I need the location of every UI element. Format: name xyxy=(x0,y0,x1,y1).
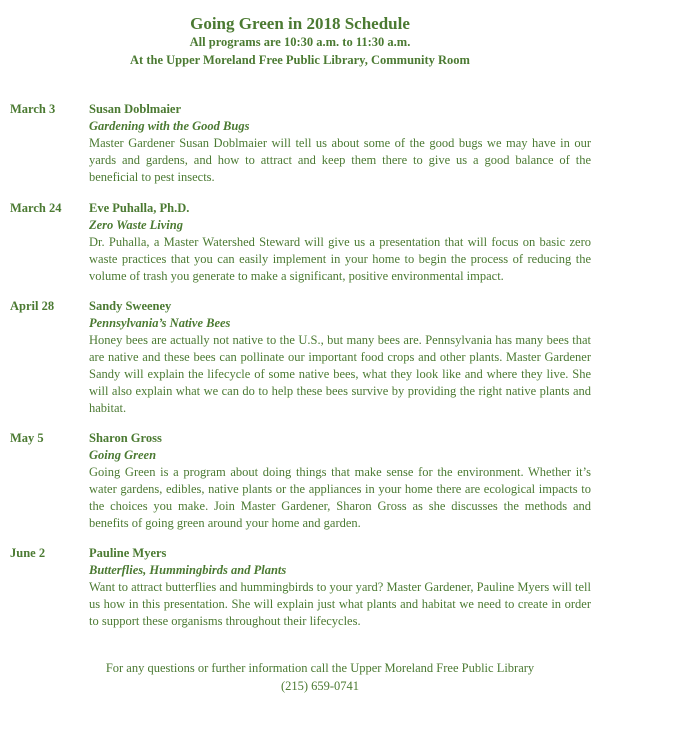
event-date: May 5 xyxy=(10,431,44,445)
event-speaker: Pauline Myers xyxy=(89,546,167,560)
event-description: Master Gardener Susan Doblmaier will tell us about some of the good bugs we may have in our yards and gardens, and how to attract and keep them there to give us a good balance of the beneficial to pest insects. xyxy=(89,136,591,184)
event-title: Zero Waste Living xyxy=(89,218,183,232)
event-description: Honey bees are actually not native to the U.S., but many bees are. Pennsylvania has many bees that are native and these bees can pollinate our important food crops and other plants. Master Gardener Sandy will explain the lifecycle of some native bees, what they look like and where they live. She will also explain what we can do to help these bees survive by providing the right native plants and habitat. xyxy=(89,333,591,415)
contact-footer xyxy=(0,659,640,695)
contact-text: For any questions or further information call the Upper Moreland Free Public Library xyxy=(105,661,535,675)
event-description: Going Green is a program about doing things that make sense for the environment. Whether it’s water gardens, edibles, native plants or the appliances in your home there are ecological impacts to the choices you make. Join Master Gardener, Sharon Gross as she discusses the methods and benefits of going green around your home and garden. xyxy=(89,465,591,530)
event-title: Gardening with the Good Bugs xyxy=(89,119,250,133)
event-details xyxy=(89,298,591,417)
event-details xyxy=(89,430,591,532)
event-date: April 28 xyxy=(10,299,55,313)
event-description: Dr. Puhalla, a Master Watershed Steward will give us a presentation that will focus on basic zero waste practices that you can easily implement in your home to begin the process of reducing the volume of trash you generate to make a significant, positive environmental impact. xyxy=(89,235,591,283)
event-title: Going Green xyxy=(89,448,157,462)
event-details xyxy=(89,200,591,285)
event-description: Want to attract butterflies and hummingbirds to your yard? Master Gardener, Pauline Myers will tell us how in this presentation. She will explain just what plants and habitat we need to create in order to support these organisms throughout their lifecycles. xyxy=(89,580,591,628)
event-speaker: Sharon Gross xyxy=(89,431,162,445)
event-speaker: Susan Doblmaier xyxy=(89,102,182,116)
event-speaker: Sandy Sweeney xyxy=(89,299,172,313)
event-date: March 24 xyxy=(10,201,62,215)
program-time: All programs are 10:30 a.m. to 11:30 a.m. xyxy=(189,35,411,49)
event-details xyxy=(89,545,591,630)
event-date: March 3 xyxy=(10,102,56,116)
event-speaker: Eve Puhalla, Ph.D. xyxy=(89,201,190,215)
event-title: Pennsylvania’s Native Bees xyxy=(89,316,231,330)
program-location: At the Upper Moreland Free Public Library, Community Room xyxy=(130,53,470,67)
event-title: Butterflies, Hummingbirds and Plants xyxy=(89,563,287,577)
contact-phone: (215) 659-0741 xyxy=(280,679,360,693)
page-title: Going Green in 2018 Schedule xyxy=(190,14,410,33)
event-date: June 2 xyxy=(10,546,46,560)
event-details xyxy=(89,101,591,186)
